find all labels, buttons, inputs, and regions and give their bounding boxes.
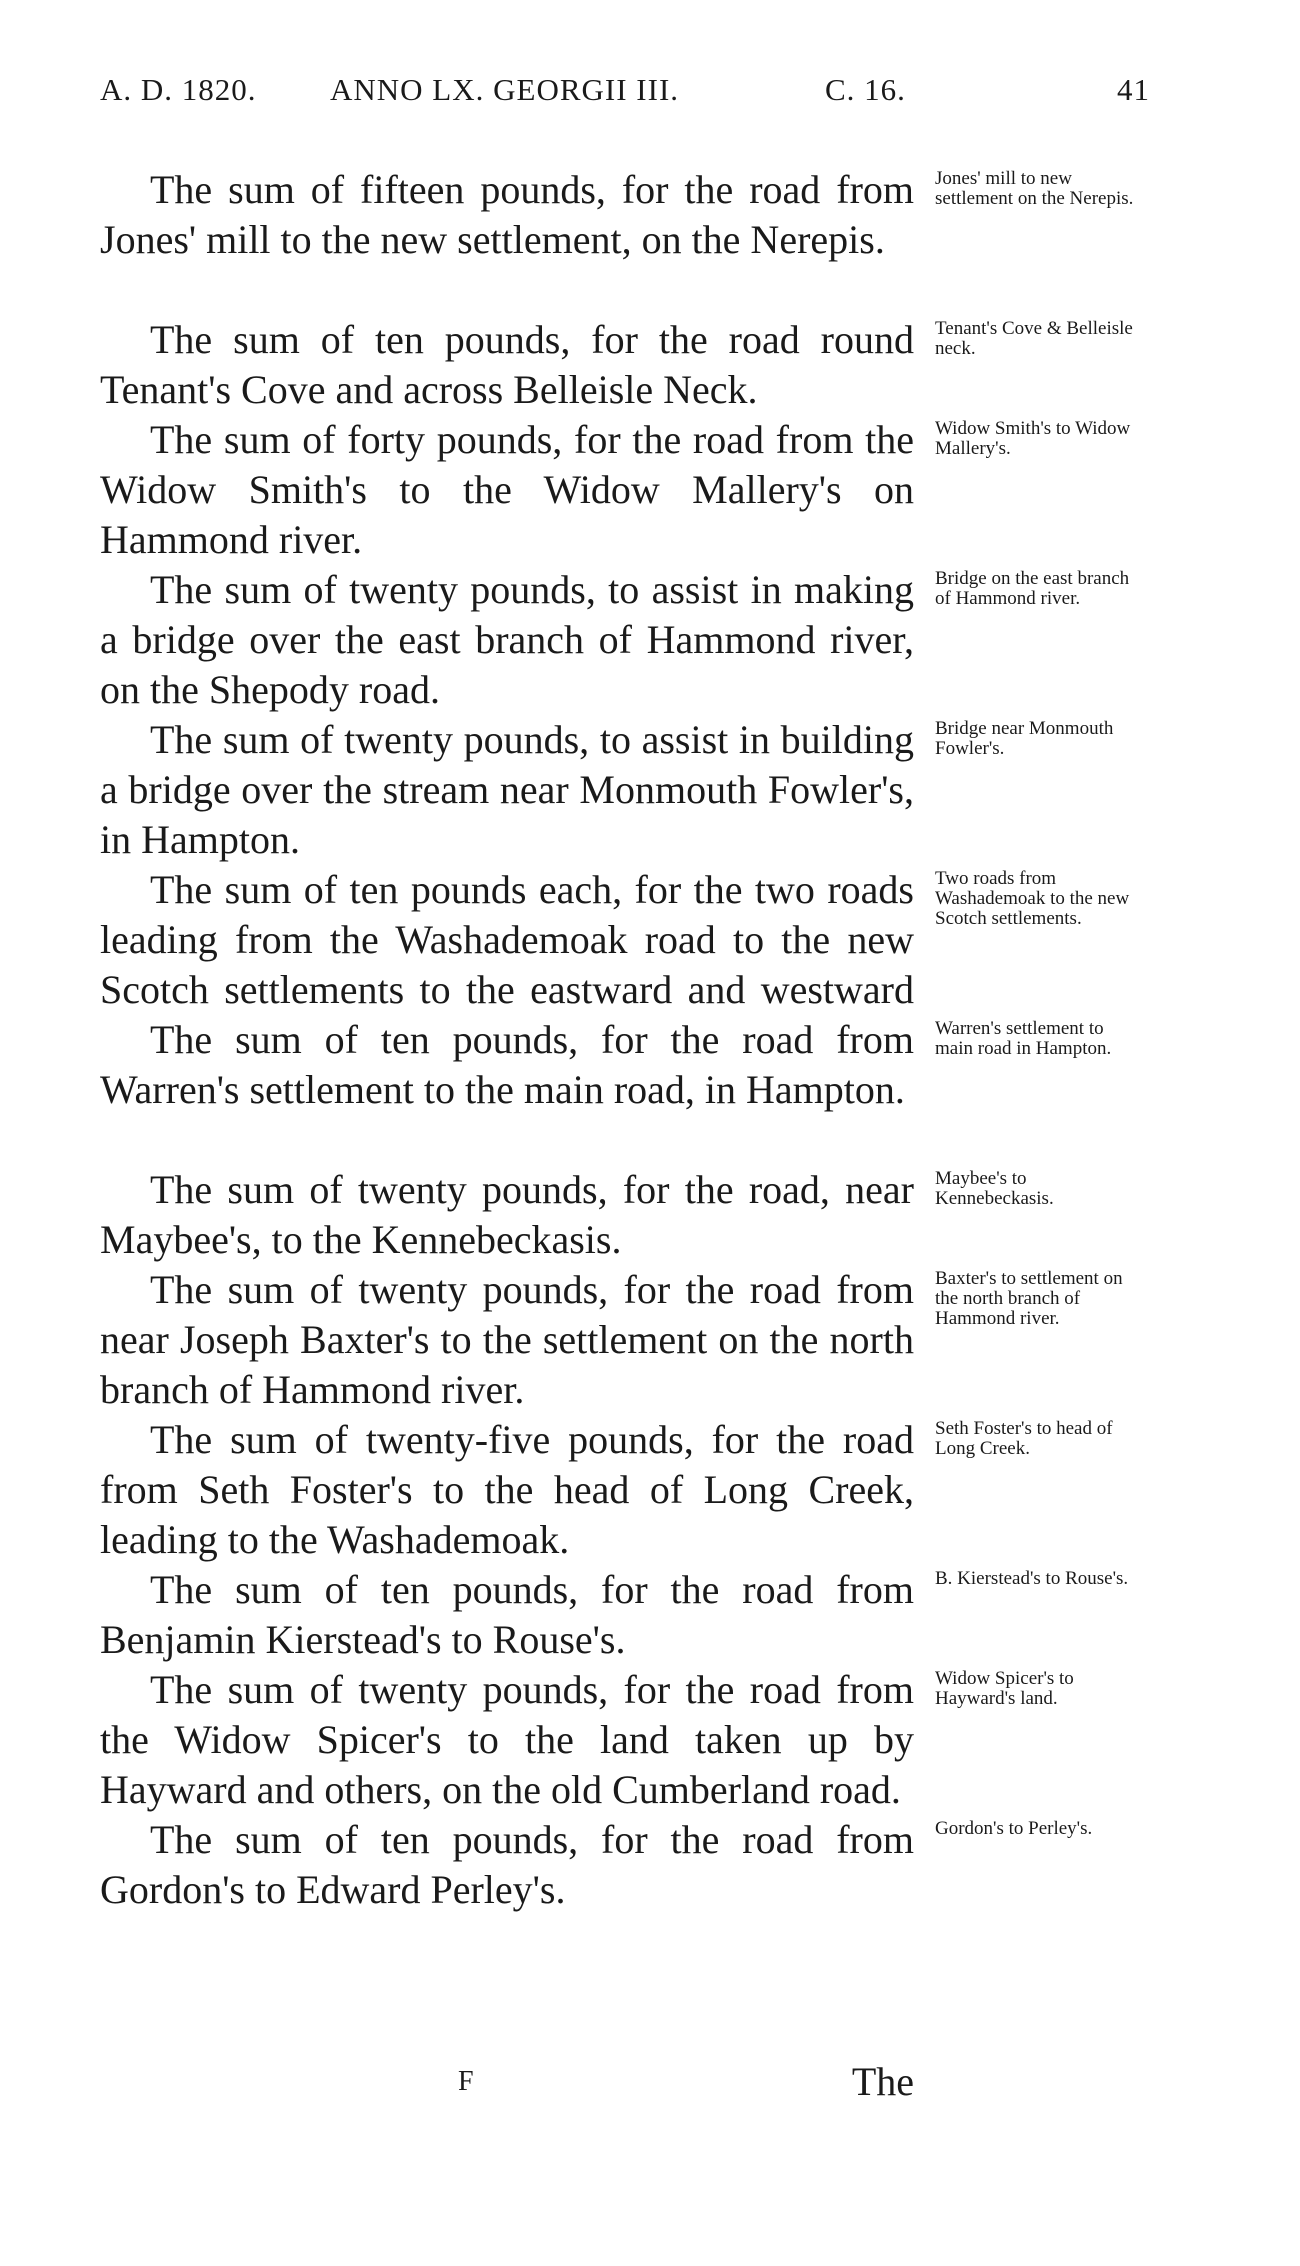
marginal-note: Bridge on the east branch of Hammond river. [935, 569, 1130, 609]
entry-paragraph: The sum of twenty pounds, for the road, near Maybee's, to the Kennebeckasis. [100, 1167, 914, 1262]
header-date: A. D. 1820. [100, 72, 257, 107]
marginal-note: B. Kierstead's to Rouse's. [935, 1569, 1129, 1589]
entry-paragraph: The sum of twenty pounds, for the road from near Joseph Baxter's to the settlement on the north branch of Hammond river. [100, 1267, 914, 1412]
body-text [100, 165, 914, 1915]
marginal-notes [935, 165, 1135, 1915]
page-footer [100, 2058, 914, 2108]
marginal-note: Warren's settlement to main road in Hampton. [935, 1019, 1112, 1059]
catchword: The [851, 2059, 914, 2104]
marginal-note: Maybee's to Kennebeckasis. [935, 1169, 1054, 1209]
marginal-note: Seth Foster's to head of Long Creek. [935, 1419, 1113, 1459]
running-head [100, 72, 1150, 116]
marginal-note: Widow Smith's to Widow Mallery's. [935, 419, 1131, 459]
entry-paragraph: The sum of twenty pounds, for the road from the Widow Spicer's to the land taken up by Hayward and others, on the old Cumberland road. [100, 1667, 914, 1812]
header-title: ANNO LX. GEORGII III. [330, 72, 680, 107]
entry-paragraph: The sum of fifteen pounds, for the road from Jones' mill to the new settlement, on the Nerepis. [100, 167, 914, 262]
page-number: 41 [1117, 72, 1150, 107]
marginal-note: Bridge near Monmouth Fowler's. [935, 719, 1114, 759]
entry-paragraph: The sum of ten pounds, for the road from Benjamin Kierstead's to Rouse's. [100, 1567, 914, 1662]
entry-paragraph: The sum of twenty pounds, to assist in making a bridge over the east branch of Hammond river, on the Shepody road. [100, 567, 914, 712]
entry-paragraph: The sum of twenty pounds, to assist in building a bridge over the stream near Monmouth Fowler's, in Hampton. [100, 717, 914, 862]
marginal-note: Widow Spicer's to Hayward's land. [935, 1669, 1074, 1709]
entry-paragraph: The sum of ten pounds, for the road from Warren's settlement to the main road, in Hampton. [100, 1017, 914, 1112]
entry-paragraph: The sum of ten pounds, for the road from Gordon's to Edward Perley's. [100, 1817, 914, 1912]
marginal-note: Gordon's to Perley's. [935, 1819, 1093, 1839]
entry-paragraph: The sum of ten pounds, for the road round Tenant's Cove and across Belleisle Neck. [100, 317, 914, 412]
entry-paragraph: The sum of ten pounds each, for the two roads leading from the Washademoak road to the new Scotch settlements to the eastward and westward [100, 867, 914, 1012]
header-chapter: C. 16. [825, 72, 906, 107]
marginal-note: Tenant's Cove & Belleisle neck. [935, 319, 1133, 359]
entry-paragraph: The sum of forty pounds, for the road from the Widow Smith's to the Widow Mallery's on Hammond river. [100, 417, 914, 562]
marginal-note: Two roads from Washademoak to the new Scotch settlements. [935, 869, 1130, 929]
signature-mark: F [458, 2066, 474, 2097]
marginal-note: Baxter's to settlement on the north branch of Hammond river. [935, 1269, 1123, 1329]
marginal-note: Jones' mill to new settlement on the Nerepis. [935, 169, 1134, 209]
entry-paragraph: The sum of twenty-five pounds, for the road from Seth Foster's to the head of Long Creek, leading to the Washademoak. [100, 1417, 914, 1562]
